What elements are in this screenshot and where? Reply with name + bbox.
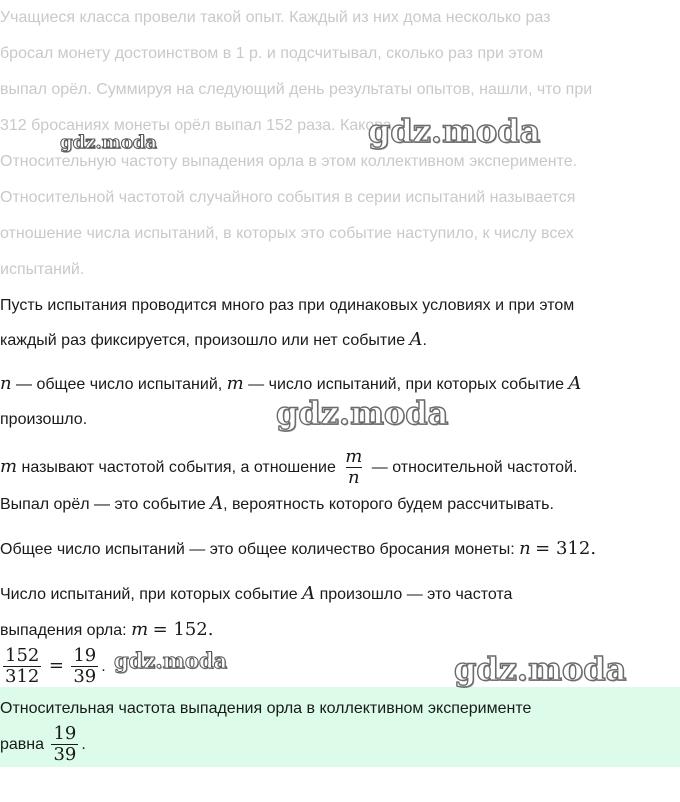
fraction-m-over-n <box>343 447 364 488</box>
var-a: A <box>409 329 423 350</box>
answer-line-2 <box>0 723 680 767</box>
var-a: A <box>210 493 224 514</box>
answer-fraction <box>51 724 78 765</box>
p6-text-b: произошло — это частота <box>315 586 513 603</box>
var-n: n <box>519 538 531 559</box>
answer-text: равна <box>0 736 45 753</box>
fraction-denominator: 39 <box>53 744 77 766</box>
watermark-logo: gdz.moda <box>276 394 449 432</box>
watermark-logo: gdz.moda <box>368 112 541 150</box>
question-line-4: 312 бросаниях монеты орёл выпал 152 раза. Какова <box>0 117 392 134</box>
solution-p5 <box>0 531 680 568</box>
solution-p6-line1 <box>0 576 680 613</box>
answer-box <box>0 687 680 767</box>
var-a: A <box>568 373 582 394</box>
p4-text-b: , вероятность которого будем рассчитывать. <box>223 496 554 513</box>
question-line-2: бросал монету достоинством в 1 р. и подсчитывал, сколько раз при этом <box>0 45 544 62</box>
var-m: m <box>226 373 244 394</box>
fraction-denominator: n <box>348 467 360 489</box>
watermark-logo: gdz.moda <box>454 650 627 688</box>
answer-line-1: Относительная частота выпадения орла в коллективном эксперименте <box>0 700 532 717</box>
p5-text: Общее число испытаний — это общее количество бросания монеты: <box>0 541 520 558</box>
fraction-152-312 <box>3 646 41 687</box>
p3-text-a: называют частотой события, а отношение <box>17 459 341 476</box>
p6-text-c: выпадения орла: <box>0 622 132 639</box>
question-line-7: отношение числа испытаний, в которых это событие наступило, к числу всех <box>0 225 574 242</box>
period: . <box>101 658 106 675</box>
question-line-8: испытаний. <box>0 261 85 278</box>
solution-p1-line1: Пусть испытания проводится много раз при одинаковых условиях и при этом <box>0 297 575 314</box>
question-line-3: выпал орёл. Суммируя на следующий день результаты опытов, нашли, что при <box>0 81 593 98</box>
fraction-numerator: m <box>345 446 363 468</box>
fraction-denominator: 39 <box>73 666 97 688</box>
solution-p3 <box>0 445 680 490</box>
var-m: m <box>131 619 149 640</box>
solution-p1-line2-text: каждый раз фиксируется, произошло или нет событие <box>0 332 406 349</box>
p6-equation: = 152. <box>152 619 214 640</box>
var-n: n <box>0 373 12 394</box>
question-line-5: Относительную частоту выпадения орла в этом коллективном эксперименте. <box>0 153 578 170</box>
fraction-numerator: 19 <box>73 645 97 667</box>
fraction-numerator: 19 <box>53 723 77 745</box>
p5-equation: = 312. <box>535 538 597 559</box>
watermark-logo: gdz.moda <box>60 132 157 153</box>
solution-p2-line2: произошло. <box>0 411 88 428</box>
watermark-logo: gdz.moda <box>114 648 228 673</box>
solution-p4 <box>0 486 680 523</box>
period: . <box>81 736 86 753</box>
question-line-6: Относительной частотой случайного события в серии испытаний называется <box>0 189 576 206</box>
var-m: m <box>0 456 18 477</box>
p2-text-b: — число испытаний, при которых событие <box>243 376 569 393</box>
solution-p1-line2 <box>0 322 680 359</box>
p6-text-a: Число испытаний, при которых событие <box>0 586 303 603</box>
fraction-numerator: 152 <box>5 645 40 667</box>
p2-text-a: — общее число испытаний, <box>11 376 227 393</box>
equals-sign: = <box>48 655 64 676</box>
fraction-denominator: 312 <box>5 666 40 688</box>
fraction-19-39 <box>71 646 98 687</box>
p3-text-b: — относительной частотой. <box>367 459 578 476</box>
var-a: A <box>302 583 316 604</box>
p4-text-a: Выпал орёл — это событие <box>0 496 211 513</box>
period: . <box>422 332 427 349</box>
question-line-1: Учащиеся класса провели такой опыт. Каждый из них дома несколько раз <box>0 9 551 26</box>
